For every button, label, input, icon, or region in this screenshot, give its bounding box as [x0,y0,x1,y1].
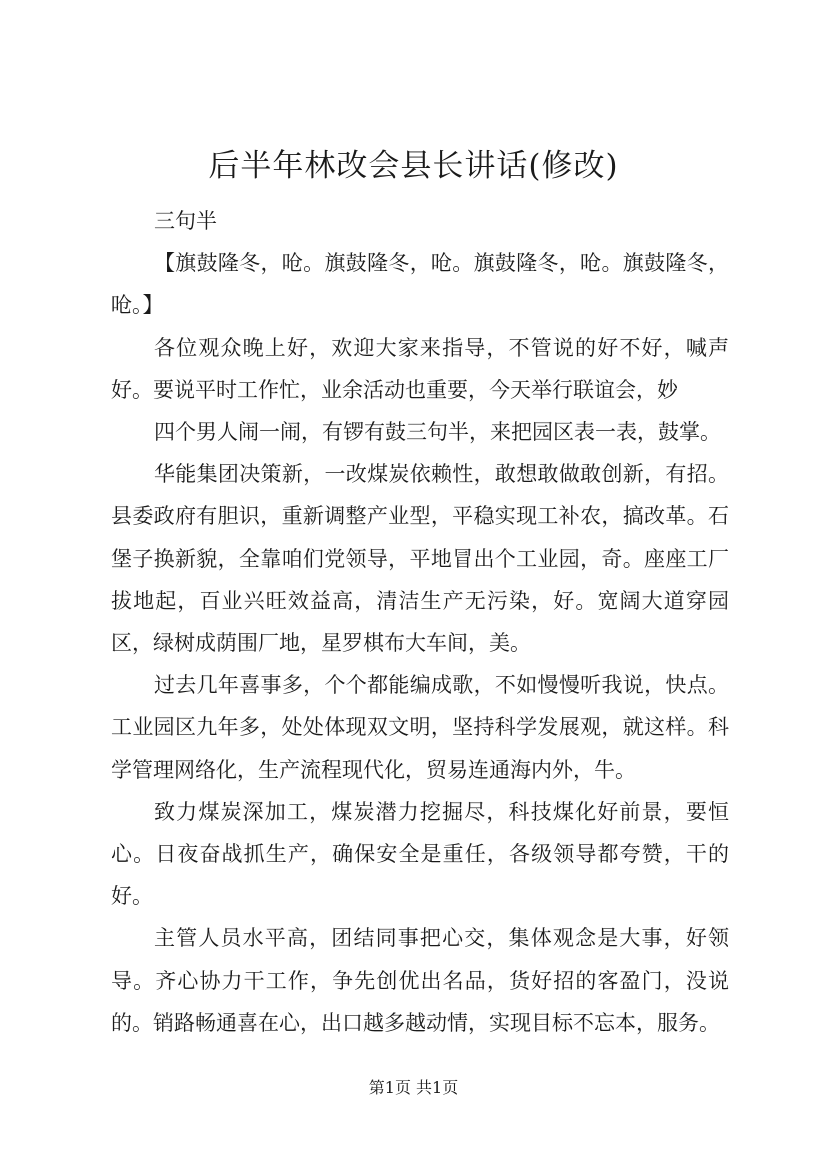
paragraph: 【旗鼓隆冬，呛。旗鼓隆冬，呛。旗鼓隆冬，呛。旗鼓隆冬，呛。】 [111,251,729,318]
document-title: 后半年林改会县长讲话(修改) [208,148,619,184]
paragraph: 三句半 [154,209,217,233]
page-footer: 第1页 共1页 [368,1078,459,1097]
paragraph: 四个男人闹一闹，有锣有鼓三句半，来把园区表一表，鼓掌。 [154,420,721,445]
paragraph: 华能集团决策新，一改煤炭依赖性，敢想敢做敢创新，有招。县委政府有胆识，重新调整产业型，平稳实现工补农，搞改革。石堡子换新貌，全靠咱们党领导，平地冒出个工业园，奇。座座工厂拔地起，百业兴旺效益高，清洁生产无污染，好。宽阔大道穿园区，绿树成荫围厂地，星罗棋布大车间，美。 [111,462,729,656]
paragraph: 过去几年喜事多，个个都能编成歌，不如慢慢听我说，快点。工业园区九年多，处处体现双文明，坚持科学发展观，就这样。科学管理网络化，生产流程现代化，贸易连通海内外，牛。 [111,673,729,782]
document-body [111,200,729,1044]
paragraph: 主管人员水平高，团结同事把心交，集体观念是大事，好领导。齐心协力干工作，争先创优出名品，货好招的客盈门，没说的。销路畅通喜在心，出口越多越动情，实现目标不忘本，服务。 [111,926,729,1035]
paragraph: 各位观众晚上好，欢迎大家来指导，不管说的好不好，喊声好。要说平时工作忙，业余活动也重要，今天举行联谊会，妙 [111,335,729,402]
paragraph: 致力煤炭深加工，煤炭潜力挖掘尽，科技煤化好前景，要恒心。日夜奋战抓生产，确保安全是重任，各级领导都夸赞，干的好。 [111,799,729,909]
